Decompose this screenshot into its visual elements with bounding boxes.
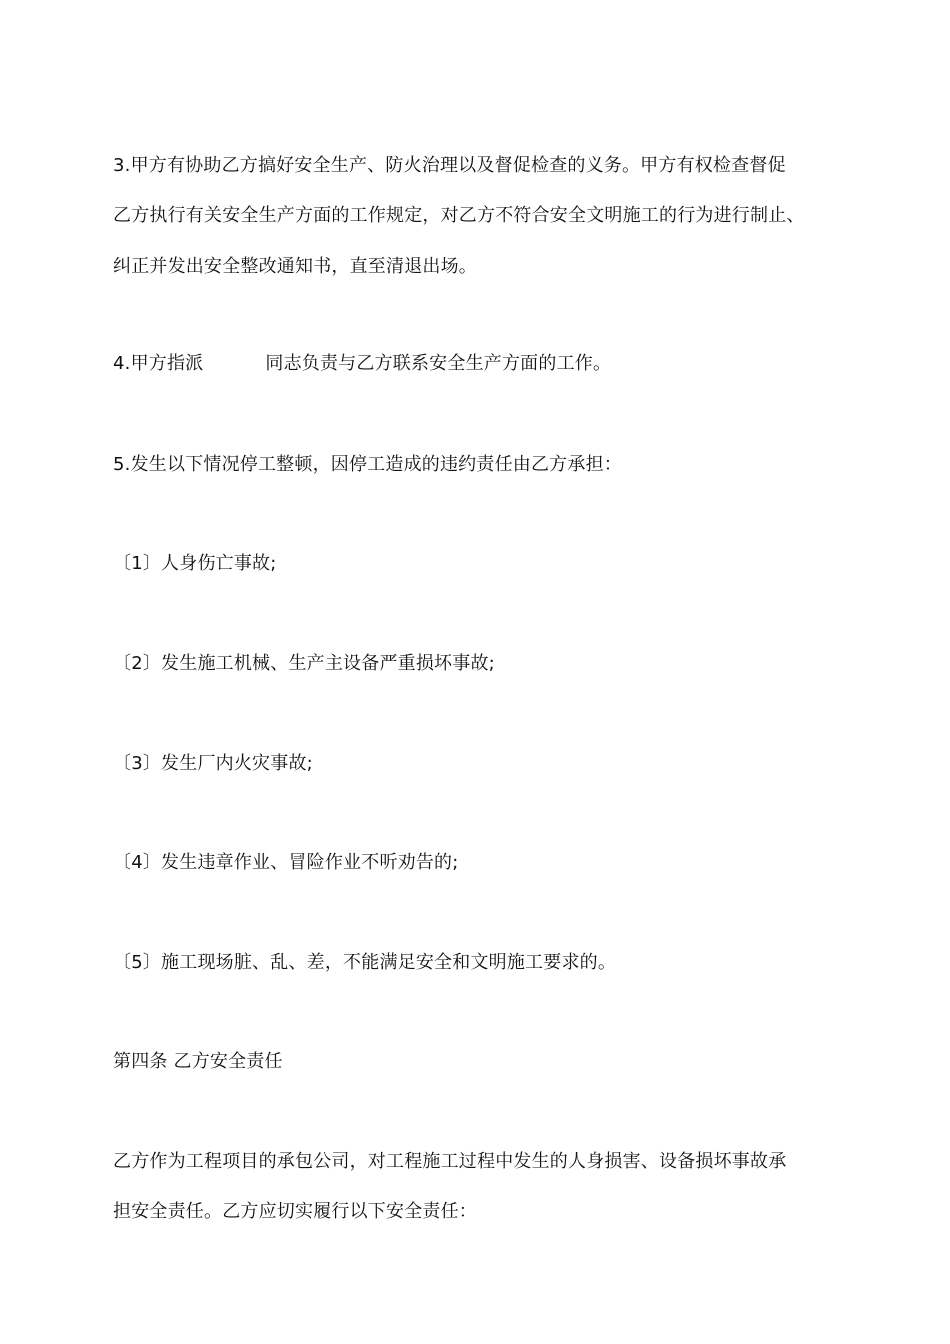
paragraph-3-line-2: 乙方执行有关安全生产方面的工作规定，对乙方不符合安全文明施工的行为进行制止、 <box>113 205 805 226</box>
paragraph-4-lead: 4.甲方指派 <box>113 353 204 374</box>
list-item-1: 〔1〕人身伤亡事故; <box>113 553 277 574</box>
list-item-2: 〔2〕发生施工机械、生产主设备严重损坏事故; <box>113 653 495 674</box>
article-4-body-line-1: 乙方作为工程项目的承包公司，对工程施工过程中发生的人身损害、设备损坏事故承 <box>113 1151 787 1172</box>
article-4-heading: 第四条 乙方安全责任 <box>113 1051 283 1072</box>
article-4-body-line-2: 担安全责任。乙方应切实履行以下安全责任： <box>113 1201 477 1222</box>
list-item-3: 〔3〕发生厂内火灾事故; <box>113 753 313 774</box>
list-item-5: 〔5〕施工现场脏、乱、差，不能满足安全和文明施工要求的。 <box>113 952 617 973</box>
paragraph-4-rest: 同志负责与乙方联系安全生产方面的工作。 <box>265 353 612 374</box>
paragraph-3-line-1: 3.甲方有协助乙方搞好安全生产、防火治理以及督促检查的义务。甲方有权检查督促 <box>113 155 786 176</box>
list-item-4: 〔4〕发生违章作业、冒险作业不听劝告的; <box>113 852 459 873</box>
paragraph-3-line-3: 纠正并发出安全整改通知书，直至清退出场。 <box>113 256 477 277</box>
paragraph-5: 5.发生以下情况停工整顿，因停工造成的违约责任由乙方承担： <box>113 454 622 475</box>
paragraph-4 <box>113 352 611 376</box>
